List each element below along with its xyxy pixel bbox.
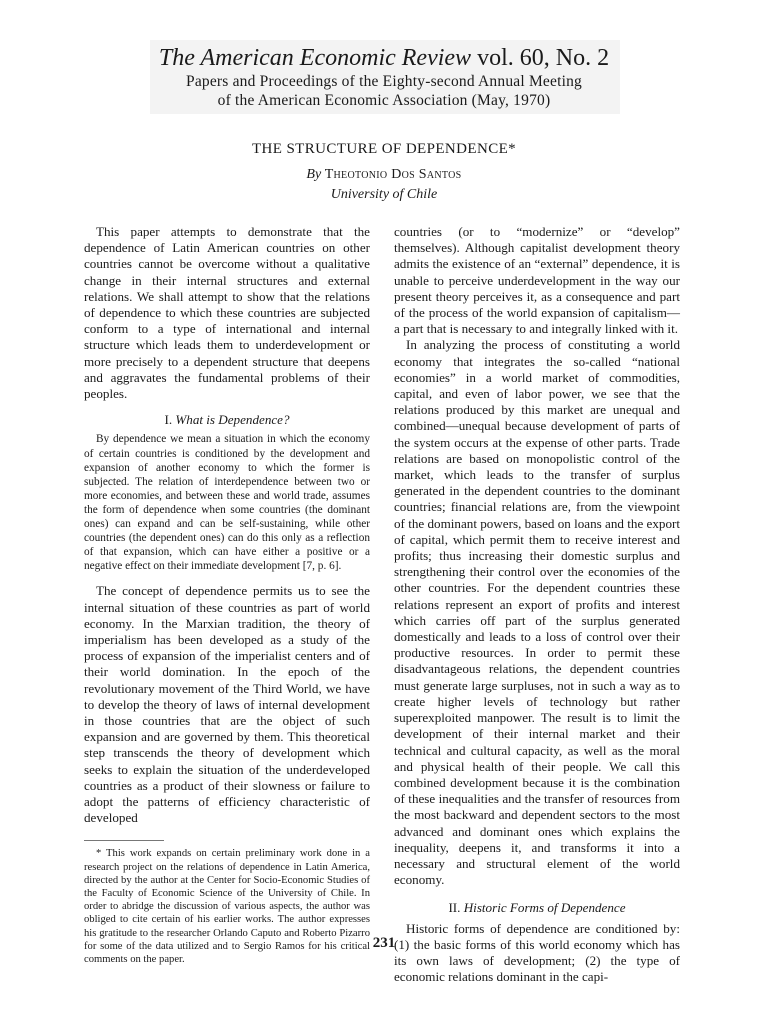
proceedings-line-2: of the American Economic Association (May, 1970): [217, 92, 551, 109]
footnote-divider: [84, 840, 164, 841]
author-name: Theotonio Dos Santos: [324, 167, 462, 182]
section-1-heading: [84, 412, 370, 428]
section-1-number: I.: [164, 412, 176, 428]
author-affiliation: University of Chile: [330, 187, 438, 202]
proceedings-header: [0, 72, 768, 110]
section-1-title: What is Dependence?: [175, 412, 290, 428]
footnote: * This work expands on certain preliminary work done in a research project on the relations of dependence in Latin America, directed by the author at the Center for Socio-Economic Studies of the Faculty of Economic Science of the University of Chile. In order to abridge the discussion of various aspects, the author was obliged to cite certain of his earlier works. The author expresses his gratitude to the researcher Orlando Caputo and Roberto Pizarro for some of the data utilized and to Sergio Ramos for his critical comments on the paper.: [84, 848, 370, 966]
page-number: 231: [372, 935, 396, 951]
proceedings-line-1: Papers and Proceedings of the Eighty-second Annual Meeting: [186, 73, 582, 90]
journal-title: [0, 44, 768, 72]
paragraph-gap: [84, 573, 370, 583]
article-title: THE STRUCTURE OF DEPENDENCE*: [251, 141, 517, 157]
analysis-paragraph: In analyzing the process of constituting a world economy that integrates the so-called “national economies” in a world market of commodities, capital, and even of labor power, we see that the relations produced by this market are unequal and combined—unequal because development of parts of the system occurs at the expense of other parts. Trade relations are based on monopolistic control of the market, which leads to the transfer of surplus generated in the dependent countries to the dominant countries; financial relations are, from the viewpoint of the dominant powers, based on loans and the export of capital, which permit them to receive interest and profits; thus increasing their domestic surplus and strengthening their control over the economies of the other countries. For the dependent countries these relations represent an export of profits and interest which carries off part of the surplus generated domestically and leads to a loss of control over their productive resources. In order to permit these disadvantageous relations, the dependent countries must generate large surpluses, not in such a way as to create higher levels of technology but rather superexploited manpower. The result is to limit the development of their internal market and their technical and cultural capacity, as well as the moral and physical health of their people. We call this combined development because it is the combination of these inequalities and the transfer of resources from the most backward and dependent sectors to the most advanced and dominant ones which explains the inequality, deepens it, and transforms it into a necessary and structural element of the world economy.: [394, 337, 680, 888]
byline-by: By: [306, 167, 322, 182]
concept-paragraph: The concept of dependence permits us to see the internal situation of these countries as part of world economy. In the Marxian tradition, the theory of imperialism has been developed as a study of the process of expansion of the imperialist centers and of their world domination. In the epoch of the revolutionary movement of the Third World, we have to develop the theory of laws of internal development in those countries that are the object of such expansion and are governed by them. This theoretical step transcends the theory of development which seeks to explain the situation of the underdeveloped countries as a product of their slowness or failure to adopt the patterns of efficiency characteristic of developed: [84, 583, 370, 826]
section-2-title: Historic Forms of Dependence: [463, 900, 626, 916]
definition-paragraph: By dependence we mean a situation in which the economy of certain countries is conditioned by the development and expansion of another economy to which the former is subjected. The relation of interdependence between two or more economies, and between these and world trade, assumes the form of dependence when some countries (the dominant ones) can expand and can be self-sustaining, while other countries (the dependent ones) can do this only as a reflection of that expansion, which can have either a positive or a negative effect on their immediate development [7, p. 6].: [84, 433, 370, 573]
right-column: [394, 224, 680, 985]
intro-paragraph: This paper attempts to demonstrate that the dependence of Latin American countries on other countries cannot be overcome without a qualitative change in their internal structures and external relations. We shall attempt to show that the relations of dependence to which these countries are subjected conform to a type of international and internal structure which leads them to underdevelopment or more precisely to a dependent structure that deepens and aggravates the fundamental problems of their peoples.: [84, 224, 370, 402]
left-column: [84, 224, 370, 966]
byline: [0, 165, 768, 205]
journal-name: The American Economic Review: [158, 45, 472, 71]
continuation-paragraph: countries (or to “modernize” or “develop” themselves). Although capitalist development theory admits the existence of an “external” dependence, it is unable to perceive underdevelopment in the way our present theory perceives it, as a consequence and part of the process of the world expansion of capitalism—a part that is necessary to and integrally linked with it.: [394, 224, 680, 337]
historic-paragraph: Historic forms of dependence are conditioned by: (1) the basic forms of this world economy which has its own laws of development; (2) the type of economic relations dominant in the capi-: [394, 920, 680, 985]
section-2-number: II.: [448, 900, 464, 916]
section-2-heading: [394, 900, 680, 916]
journal-volume: vol. 60, No. 2: [471, 45, 610, 71]
